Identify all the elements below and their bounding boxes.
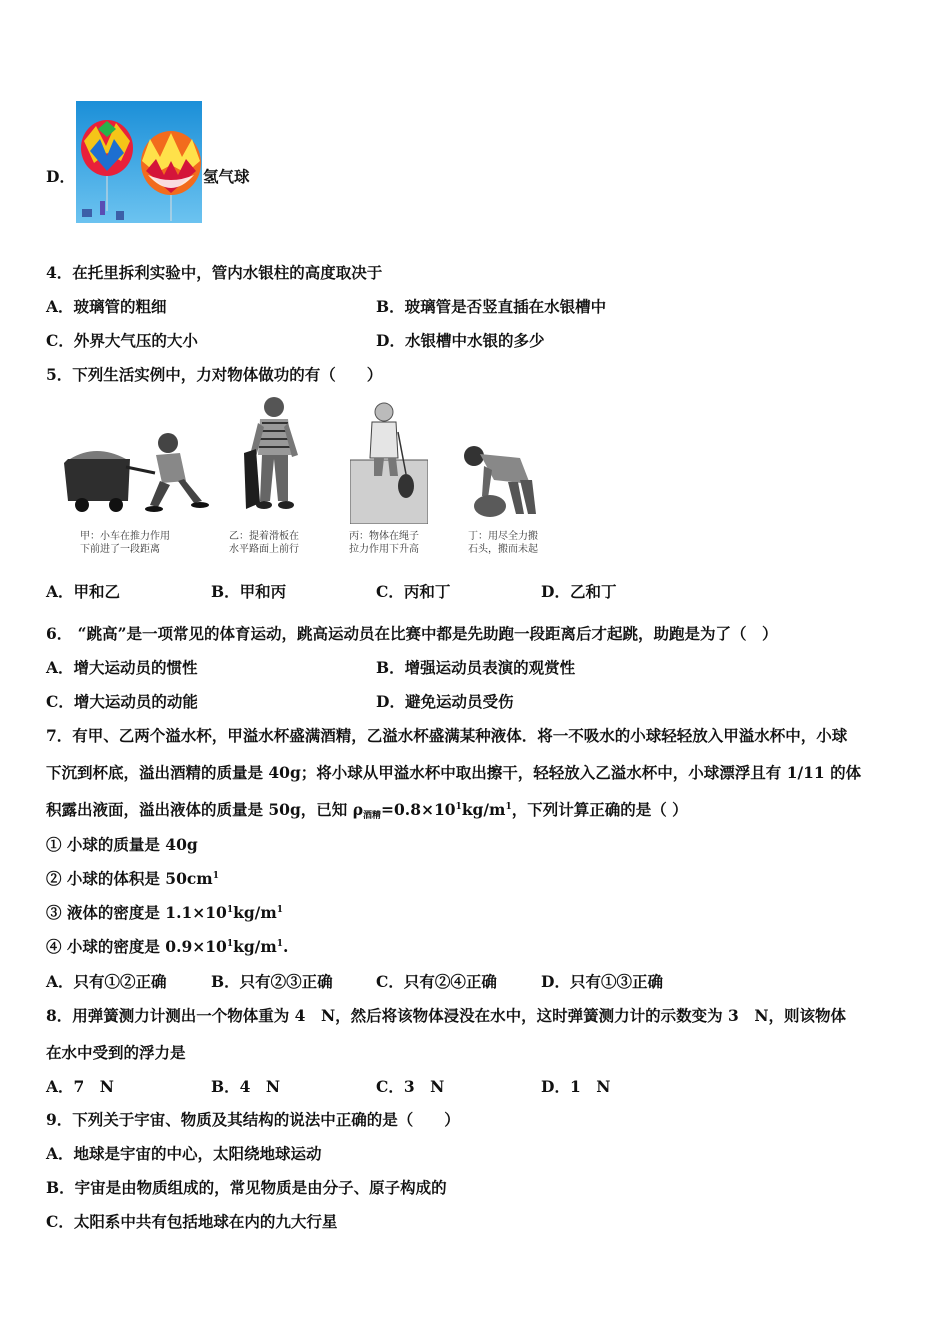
- q7-stem-line1: 7．有甲、乙两个溢水杯，甲溢水杯盛满酒精，乙溢水杯盛满某种液体．将一不吸水的小球轻轻放入甲溢水杯中，小球: [46, 726, 848, 745]
- q5-caption-1-line2: 下前进了一段距离: [80, 544, 160, 555]
- q5-caption-3: [349, 530, 419, 556]
- q8-stem-line2: 在水中受到的浮力是: [46, 1043, 186, 1062]
- q6-option-b: B．增强运动员表演的观赏性: [376, 658, 576, 677]
- q7-s3-a: ③ 液体的密度是 1.1×10: [46, 903, 227, 922]
- q9-option-c: C．太阳系中共有包括地球在内的九大行星: [46, 1212, 338, 1231]
- q7-s3-sup2: 1: [276, 905, 283, 915]
- q6-option-c: C．增大运动员的动能: [46, 692, 198, 711]
- q4-option-d: D．水银槽中水银的多少: [376, 331, 545, 350]
- q5-caption-1-line1: 甲：小车在推力作用: [80, 531, 170, 542]
- cart-push-image: [60, 415, 210, 515]
- q8-option-c: C．3 N: [376, 1077, 445, 1096]
- q8-stem-line1: 8．用弹簧测力计测出一个物体重为 4 N，然后将该物体浸没在水中，这时弹簧测力计的示数变为 3 N，则该物体: [46, 1006, 846, 1025]
- q7-s4-c: .: [283, 937, 289, 956]
- q7-s4-sup2: 1: [276, 939, 283, 949]
- q5-option-c: C．丙和丁: [376, 582, 451, 601]
- q7-s4-b: kg/m: [233, 937, 277, 956]
- q7-option-b: B．只有②③正确: [211, 972, 333, 991]
- q7-option-a: A．只有①②正确: [46, 972, 167, 991]
- q6-stem: 6． “跳高”是一项常见的体育运动，跳高运动员在比赛中都是先助跑一段距离后才起跳，助跑是为了（ ）: [46, 624, 778, 643]
- q7-option-c: C．只有②④正确: [376, 972, 497, 991]
- q6-option-d: D．避免运动员受伤: [376, 692, 514, 711]
- q7-s3-sup1: 1: [226, 905, 234, 915]
- q5-option-a: A．甲和乙: [46, 582, 121, 601]
- q7-line3-sub: 酒精: [363, 811, 382, 821]
- q5-caption-4-line2: 石头，搬而未起: [468, 544, 538, 555]
- q8-option-d: D．1 N: [541, 1077, 611, 1096]
- q7-s3-b: kg/m: [233, 903, 277, 922]
- boy-skateboard-image: [238, 393, 308, 523]
- balloon-image: [76, 101, 202, 223]
- q7-line3-d: ，下列计算正确的是（ ）: [511, 800, 688, 819]
- rock-lift-image: [460, 440, 538, 522]
- q4-option-b: B．玻璃管是否竖直插在水银槽中: [376, 297, 607, 316]
- q7-line3-c: kg/m: [461, 800, 506, 819]
- q7-s4-sup1: 1: [226, 939, 234, 949]
- q4-stem: 4．在托里拆利实验中，管内水银柱的高度取决于: [46, 263, 383, 282]
- q7-stem-line3: [46, 798, 688, 820]
- q9-stem: 9．下列关于宇宙、物质及其结构的说法中正确的是（ ）: [46, 1110, 460, 1129]
- q7-s2-a: ② 小球的体积是 50cm: [46, 869, 213, 888]
- q5-caption-3-line1: 丙：物体在绳子: [349, 531, 419, 542]
- q5-caption-1: [80, 530, 170, 556]
- q7-statement-3: [46, 901, 283, 923]
- q7-statement-2: [46, 867, 219, 889]
- q5-stem: 5．下列生活实例中，力对物体做功的有（ ）: [46, 365, 383, 384]
- q5-caption-2-line1: 乙：提着滑板在: [229, 531, 299, 542]
- q5-caption-2: [229, 530, 299, 556]
- q7-line3-sup2: 1: [505, 802, 512, 812]
- q3-option-d-label: D．: [46, 167, 75, 186]
- q5-caption-2-line2: 水平路面上前行: [229, 544, 299, 555]
- q5-caption-3-line2: 拉力作用下升高: [349, 544, 419, 555]
- q5-caption-4-line1: 丁：用尽全力搬: [468, 531, 538, 542]
- q7-line3-sup1: 1: [455, 802, 462, 812]
- q9-option-a: A．地球是宇宙的中心，太阳绕地球运动: [46, 1144, 322, 1163]
- q8-option-a: A．7 N: [46, 1077, 114, 1096]
- q7-statement-1: ① 小球的质量是 40g: [46, 835, 198, 854]
- q7-s2-sup: 1: [212, 871, 219, 881]
- q7-statement-4: [46, 935, 288, 957]
- q5-option-d: D．乙和丁: [541, 582, 617, 601]
- q3-option-d-text: 氢气球: [203, 167, 250, 186]
- q7-line3-a: 积露出液面，溢出液体的质量是 50g，已知 ρ: [46, 800, 364, 819]
- q7-s4-a: ④ 小球的密度是 0.9×10: [46, 937, 227, 956]
- q9-option-b: B．宇宙是由物质组成的，常见物质是由分子、原子构成的: [46, 1178, 447, 1197]
- q7-line3-b: =0.8×10: [381, 800, 456, 819]
- q6-option-a: A．增大运动员的惯性: [46, 658, 198, 677]
- q4-option-a: A．玻璃管的粗细: [46, 297, 167, 316]
- q7-option-d: D．只有①③正确: [541, 972, 663, 991]
- q4-option-c: C．外界大气压的大小: [46, 331, 198, 350]
- q5-option-b: B．甲和丙: [211, 582, 287, 601]
- q5-caption-4: [468, 530, 538, 556]
- rope-lift-image: [350, 400, 428, 524]
- q8-option-b: B．4 N: [211, 1077, 281, 1096]
- q7-stem-line2: 下沉到杯底，溢出酒精的质量是 40g；将小球从甲溢水杯中取出擦干，轻轻放入乙溢水杯中，小球漂浮且有 1/11 的体: [46, 763, 862, 782]
